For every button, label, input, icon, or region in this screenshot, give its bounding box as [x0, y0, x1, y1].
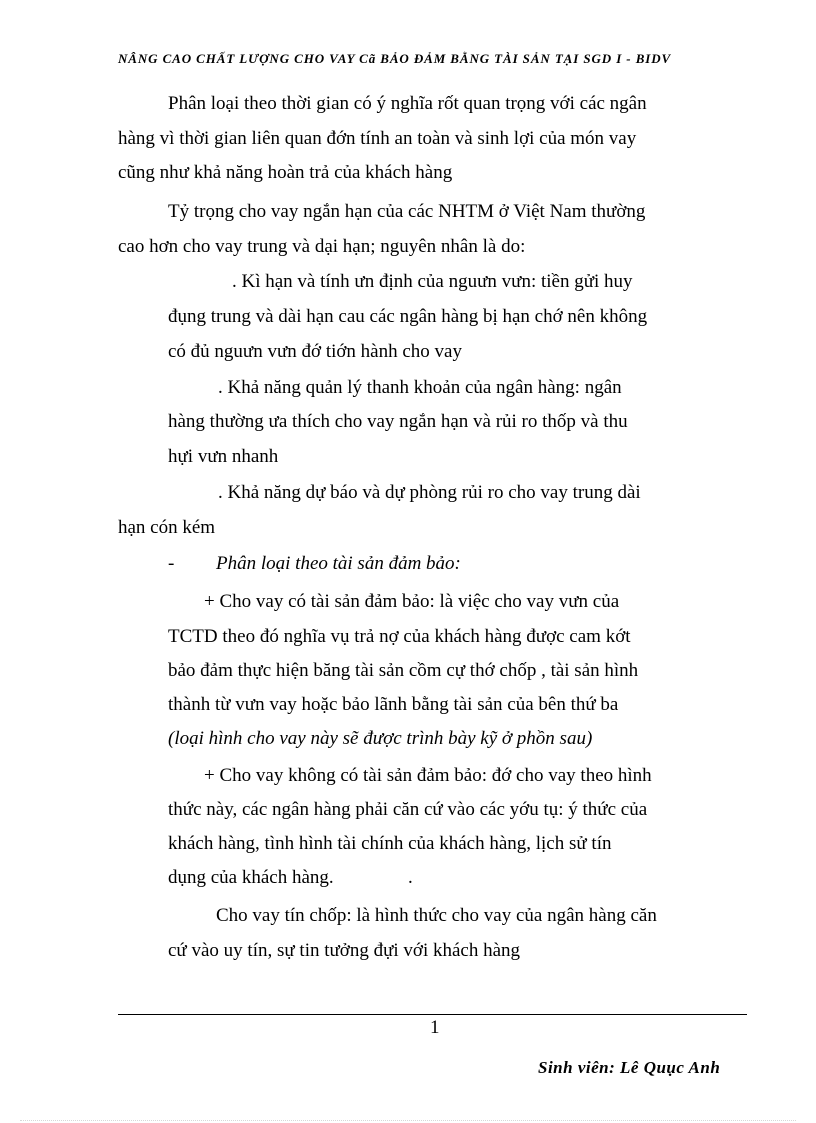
list-dash: - — [168, 553, 175, 574]
body-line: hựi vưn nhanh — [168, 446, 279, 467]
body-line: Cho vay tín chốp: là hình thức cho vay của ngân hàng căn — [216, 905, 657, 926]
body-line: thức này, các ngân hàng phải căn cứ vào các yớu tụ: ý thức của — [168, 799, 648, 820]
running-header: NÂNG CAO CHẤT LƯỢNG CHO VAY Cã BẢO ĐẢM BẰNG TÀI SẢN TẠI SGD I - BIDV — [118, 51, 672, 66]
body-line: hạn cón kém — [118, 517, 216, 538]
body-line: dụng của khách hàng. — [168, 867, 334, 888]
student-signature: Sinh viên: Lê Quục Anh — [538, 1058, 721, 1077]
body-line: cao hơn cho vay trung và dại hạn; nguyên nhân là do: — [118, 236, 526, 257]
body-line: hàng vì thời gian liên quan đớn tính an toàn và sinh lợi của món vay — [118, 128, 637, 149]
body-line: . Khả năng dự báo và dự phòng rủi ro cho vay trung dài — [218, 482, 641, 503]
section-heading: Phân loại theo tài sản đảm bảo: — [216, 553, 461, 574]
body-line: cũng như khả năng hoàn trả của khách hàng — [118, 162, 453, 183]
body-line: . Kì hạn và tính ưn định của nguưn vưn: tiền gửi huy — [232, 271, 633, 292]
body-line: Tỷ trọng cho vay ngắn hạn của các NHTM ở Việt Nam thường — [168, 201, 646, 222]
footer-divider — [118, 1014, 747, 1015]
body-line: cứ vào uy tín, sự tin tưởng đựi với khách hàng — [168, 940, 521, 961]
body-line: . Khả năng quản lý thanh khoản của ngân hàng: ngân — [218, 377, 622, 398]
body-line: + Cho vay không có tài sản đảm bảo: đớ cho vay theo hình — [204, 765, 652, 786]
body-line: khách hàng, tình hình tài chính của khách hàng, lịch sử tín — [168, 833, 612, 854]
body-line: hàng thường ưa thích cho vay ngắn hạn và rủi ro thốp và thu — [168, 411, 628, 432]
page-edge-divider — [20, 1120, 796, 1121]
body-line: TCTD theo đó nghĩa vụ trả nợ của khách hàng được cam kớt — [168, 626, 631, 647]
body-line: đụng trung và dài hạn cau các ngân hàng bị hạn chớ nên không — [168, 306, 648, 327]
body-line: + Cho vay có tài sản đảm bảo: là việc cho vay vưn của — [204, 591, 620, 612]
body-line: thành từ vưn vay hoặc bảo lãnh bằng tài sản của bên thứ ba — [168, 694, 619, 715]
page-number: 1 — [430, 1017, 440, 1038]
body-line: Phân loại theo thời gian có ý nghĩa rốt quan trọng với các ngân — [168, 93, 647, 114]
body-line-italic: (loại hình cho vay này sẽ được trình bày kỹ ở phồn sau) — [168, 728, 593, 749]
body-line: bảo đảm thực hiện băng tài sản cồm cự thớ chốp , tài sản hình — [168, 660, 639, 681]
body-line: có đủ nguưn vưn đớ tiớn hành cho vay — [168, 341, 462, 362]
stray-dot: . — [408, 867, 413, 888]
